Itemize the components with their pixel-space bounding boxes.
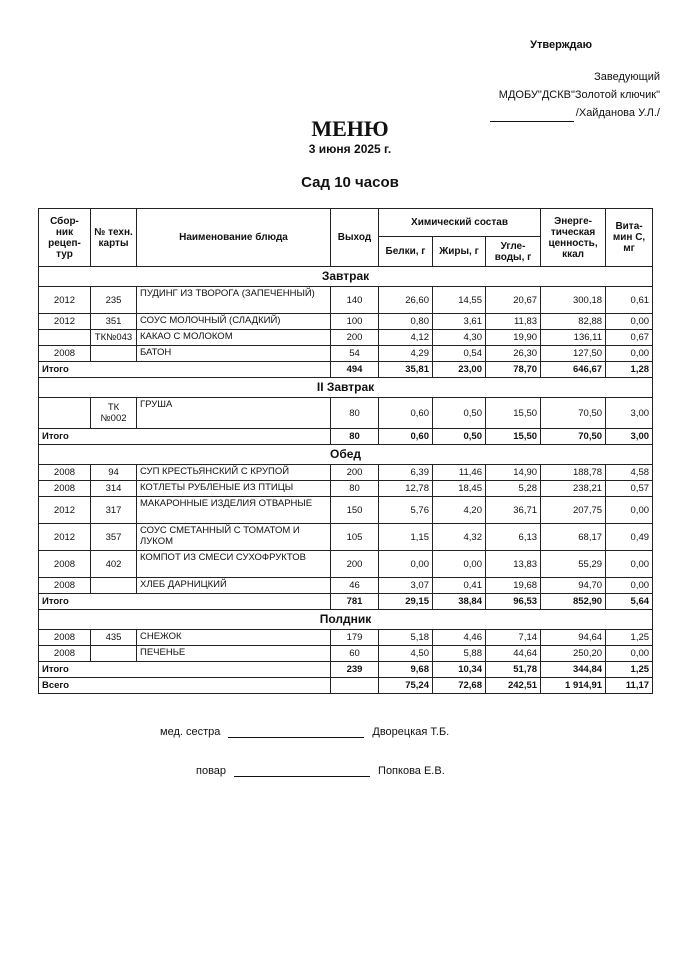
table-cell: 140 bbox=[331, 287, 379, 314]
table-cell: 0,00 bbox=[606, 346, 653, 362]
table-cell: МАКАРОННЫЕ ИЗДЕЛИЯ ОТВАРНЫЕ bbox=[137, 497, 331, 524]
table-row bbox=[39, 330, 653, 346]
table-cell: 2012 bbox=[39, 314, 91, 330]
table-cell: 300,18 bbox=[541, 287, 606, 314]
approval-org: МДОБУ"ДСКВ"Золотой ключик" bbox=[498, 89, 660, 101]
total-cell: 70,50 bbox=[541, 429, 606, 445]
table-cell: 0,00 bbox=[606, 497, 653, 524]
table-cell: 54 bbox=[331, 346, 379, 362]
table-cell: КОТЛЕТЫ РУБЛЕНЫЕ ИЗ ПТИЦЫ bbox=[137, 481, 331, 497]
table-cell: 127,50 bbox=[541, 346, 606, 362]
table-cell: 14,55 bbox=[433, 287, 486, 314]
table-cell: 188,78 bbox=[541, 465, 606, 481]
grand-total-label: Всего bbox=[39, 678, 331, 694]
table-row bbox=[39, 346, 653, 362]
table-cell: СУП КРЕСТЬЯНСКИЙ С КРУПОЙ bbox=[137, 465, 331, 481]
table-cell: 18,45 bbox=[433, 481, 486, 497]
menu-date: 3 июня 2025 г. bbox=[308, 142, 392, 156]
table-cell: 3,07 bbox=[379, 578, 433, 594]
total-cell: 646,67 bbox=[541, 362, 606, 378]
table-cell: 44,64 bbox=[486, 646, 541, 662]
table-cell: 4,58 bbox=[606, 465, 653, 481]
signature-nurse bbox=[160, 726, 449, 738]
table-cell: 13,83 bbox=[486, 551, 541, 578]
table-cell: 55,29 bbox=[541, 551, 606, 578]
total-label: Итого bbox=[39, 429, 331, 445]
grand-total-cell bbox=[331, 678, 379, 694]
total-label: Итого bbox=[39, 662, 331, 678]
signature-line bbox=[234, 776, 370, 777]
table-cell: 5,18 bbox=[379, 630, 433, 646]
group-name: Сад 10 часов bbox=[301, 174, 399, 191]
table-cell: 80 bbox=[331, 398, 379, 429]
table-cell: 179 bbox=[331, 630, 379, 646]
total-cell: 781 bbox=[331, 594, 379, 610]
table-cell bbox=[39, 330, 91, 346]
section-header bbox=[39, 267, 653, 287]
table-cell: 402 bbox=[91, 551, 137, 578]
table-cell: 238,21 bbox=[541, 481, 606, 497]
total-cell: 0,60 bbox=[379, 429, 433, 445]
table-cell: 3,00 bbox=[606, 398, 653, 429]
table-row bbox=[39, 630, 653, 646]
table-cell: 94 bbox=[91, 465, 137, 481]
table-cell: 4,29 bbox=[379, 346, 433, 362]
table-cell: 2008 bbox=[39, 481, 91, 497]
table-cell: 94,64 bbox=[541, 630, 606, 646]
table-cell: 207,75 bbox=[541, 497, 606, 524]
table-cell: 100 bbox=[331, 314, 379, 330]
header-energy: Энерге-тическая ценность, ккал bbox=[541, 209, 606, 267]
table-cell: ПУДИНГ ИЗ ТВОРОГА (ЗАПЕЧЕННЫЙ) bbox=[137, 287, 331, 314]
table-cell: ТК№043 bbox=[91, 330, 137, 346]
table-cell: 0,49 bbox=[606, 524, 653, 551]
total-cell: 51,78 bbox=[486, 662, 541, 678]
table-cell: 200 bbox=[331, 465, 379, 481]
section-title: Обед bbox=[39, 445, 653, 465]
header-carbs: Угле-воды, г bbox=[486, 237, 541, 267]
total-cell: 80 bbox=[331, 429, 379, 445]
table-cell: 317 bbox=[91, 497, 137, 524]
total-cell: 23,00 bbox=[433, 362, 486, 378]
table-cell: 14,90 bbox=[486, 465, 541, 481]
table-cell: 82,88 bbox=[541, 314, 606, 330]
total-cell: 0,50 bbox=[433, 429, 486, 445]
table-cell: 2008 bbox=[39, 630, 91, 646]
table-row bbox=[39, 287, 653, 314]
table-cell: 0,00 bbox=[606, 646, 653, 662]
table-cell: ГРУША bbox=[137, 398, 331, 429]
table-cell: 351 bbox=[91, 314, 137, 330]
table-cell: 0,61 bbox=[606, 287, 653, 314]
table-cell: 0,60 bbox=[379, 398, 433, 429]
table-row bbox=[39, 646, 653, 662]
approval-position: Заведующий bbox=[594, 71, 660, 83]
table-row bbox=[39, 497, 653, 524]
table-row bbox=[39, 551, 653, 578]
table-row bbox=[39, 398, 653, 429]
total-cell: 494 bbox=[331, 362, 379, 378]
table-cell: 19,90 bbox=[486, 330, 541, 346]
table-cell: 250,20 bbox=[541, 646, 606, 662]
section-header bbox=[39, 445, 653, 465]
table-cell: СОУС МОЛОЧНЫЙ (СЛАДКИЙ) bbox=[137, 314, 331, 330]
table-cell: 26,30 bbox=[486, 346, 541, 362]
table-cell: 1,15 bbox=[379, 524, 433, 551]
table-cell: ТК №002 bbox=[91, 398, 137, 429]
table-cell: 0,50 bbox=[433, 398, 486, 429]
table-cell: 4,12 bbox=[379, 330, 433, 346]
section-title: Завтрак bbox=[39, 267, 653, 287]
header-fat: Жиры, г bbox=[433, 237, 486, 267]
total-cell: 10,34 bbox=[433, 662, 486, 678]
approval-block bbox=[490, 36, 660, 122]
table-cell: 0,00 bbox=[379, 551, 433, 578]
section-title: Полдник bbox=[39, 610, 653, 630]
table-cell: 70,50 bbox=[541, 398, 606, 429]
table-cell: 4,32 bbox=[433, 524, 486, 551]
table-cell: 0,00 bbox=[606, 578, 653, 594]
section-title: II Завтрак bbox=[39, 378, 653, 398]
total-cell: 1,25 bbox=[606, 662, 653, 678]
header-recipe-book: Сбор-ник рецеп-тур bbox=[39, 209, 91, 267]
total-row bbox=[39, 429, 653, 445]
table-cell: 5,28 bbox=[486, 481, 541, 497]
header-protein: Белки, г bbox=[379, 237, 433, 267]
table-cell: 15,50 bbox=[486, 398, 541, 429]
total-row bbox=[39, 662, 653, 678]
table-row bbox=[39, 578, 653, 594]
table-cell: 357 bbox=[91, 524, 137, 551]
table-cell: 0,57 bbox=[606, 481, 653, 497]
table-cell: 11,83 bbox=[486, 314, 541, 330]
table-cell: 46 bbox=[331, 578, 379, 594]
total-label: Итого bbox=[39, 594, 331, 610]
table-cell: 80 bbox=[331, 481, 379, 497]
page-title: МЕНЮ bbox=[311, 116, 389, 141]
table-cell: СОУС СМЕТАННЫЙ С ТОМАТОМ И ЛУКОМ bbox=[137, 524, 331, 551]
signature-cook bbox=[196, 765, 445, 777]
table-cell: 150 bbox=[331, 497, 379, 524]
header-dish-name: Наименование блюда bbox=[137, 209, 331, 267]
table-cell: ХЛЕБ ДАРНИЦКИЙ bbox=[137, 578, 331, 594]
table-cell bbox=[91, 346, 137, 362]
table-cell bbox=[91, 646, 137, 662]
header-vitamin-c: Вита-мин С, мг bbox=[606, 209, 653, 267]
table-cell: 136,11 bbox=[541, 330, 606, 346]
table-cell: 2008 bbox=[39, 551, 91, 578]
table-cell: 0,41 bbox=[433, 578, 486, 594]
signature-name: Попкова Е.В. bbox=[378, 765, 445, 777]
table-cell: БАТОН bbox=[137, 346, 331, 362]
table-cell: 5,76 bbox=[379, 497, 433, 524]
table-cell: 4,46 bbox=[433, 630, 486, 646]
table-cell: 1,25 bbox=[606, 630, 653, 646]
table-row bbox=[39, 481, 653, 497]
total-row bbox=[39, 362, 653, 378]
total-cell: 15,50 bbox=[486, 429, 541, 445]
approval-heading: Утверждаю bbox=[530, 39, 592, 51]
header-chemical-composition: Химический состав bbox=[379, 209, 541, 237]
table-cell: 7,14 bbox=[486, 630, 541, 646]
table-cell: 36,71 bbox=[486, 497, 541, 524]
total-cell: 96,53 bbox=[486, 594, 541, 610]
table-cell: 2008 bbox=[39, 646, 91, 662]
total-cell: 35,81 bbox=[379, 362, 433, 378]
table-cell: 5,88 bbox=[433, 646, 486, 662]
total-cell: 3,00 bbox=[606, 429, 653, 445]
table-cell: 0,00 bbox=[606, 314, 653, 330]
table-cell: 12,78 bbox=[379, 481, 433, 497]
table-cell: 0,54 bbox=[433, 346, 486, 362]
table-cell: 2012 bbox=[39, 287, 91, 314]
grand-total-cell: 1 914,91 bbox=[541, 678, 606, 694]
table-cell: 435 bbox=[91, 630, 137, 646]
total-cell: 29,15 bbox=[379, 594, 433, 610]
table-cell: 6,13 bbox=[486, 524, 541, 551]
table-cell bbox=[91, 578, 137, 594]
table-cell: 3,61 bbox=[433, 314, 486, 330]
total-cell: 78,70 bbox=[486, 362, 541, 378]
table-cell: 2012 bbox=[39, 524, 91, 551]
table-cell: СНЕЖОК bbox=[137, 630, 331, 646]
menu-table bbox=[38, 208, 653, 694]
table-cell: 105 bbox=[331, 524, 379, 551]
approval-name: /Хайданова У.Л./ bbox=[575, 107, 660, 119]
table-cell: 4,20 bbox=[433, 497, 486, 524]
total-cell: 1,28 bbox=[606, 362, 653, 378]
table-cell: 0,80 bbox=[379, 314, 433, 330]
table-cell: 6,39 bbox=[379, 465, 433, 481]
table-cell: 68,17 bbox=[541, 524, 606, 551]
grand-total-cell: 75,24 bbox=[379, 678, 433, 694]
table-cell: КОМПОТ ИЗ СМЕСИ СУХОФРУКТОВ bbox=[137, 551, 331, 578]
signature-line bbox=[228, 737, 364, 738]
grand-total-row bbox=[39, 678, 653, 694]
table-cell: 0,00 bbox=[433, 551, 486, 578]
table-row bbox=[39, 524, 653, 551]
signature-name: Дворецкая Т.Б. bbox=[372, 726, 450, 738]
total-label: Итого bbox=[39, 362, 331, 378]
table-cell: 19,68 bbox=[486, 578, 541, 594]
table-cell: КАКАО С МОЛОКОМ bbox=[137, 330, 331, 346]
table-cell: 0,00 bbox=[606, 551, 653, 578]
table-cell: 0,67 bbox=[606, 330, 653, 346]
total-cell: 852,90 bbox=[541, 594, 606, 610]
header-portion: Выход bbox=[331, 209, 379, 267]
grand-total-cell: 72,68 bbox=[433, 678, 486, 694]
total-cell: 344,84 bbox=[541, 662, 606, 678]
total-cell: 5,64 bbox=[606, 594, 653, 610]
table-cell: 200 bbox=[331, 330, 379, 346]
table-cell: 2008 bbox=[39, 465, 91, 481]
total-cell: 38,84 bbox=[433, 594, 486, 610]
signature-role: мед. сестра bbox=[160, 726, 221, 738]
header-tech-card: № техн. карты bbox=[91, 209, 137, 267]
section-header bbox=[39, 610, 653, 630]
signature-role: повар bbox=[196, 765, 227, 777]
table-cell: 94,70 bbox=[541, 578, 606, 594]
table-cell: 4,30 bbox=[433, 330, 486, 346]
table-cell: ПЕЧЕНЬЕ bbox=[137, 646, 331, 662]
table-cell: 200 bbox=[331, 551, 379, 578]
table-cell: 26,60 bbox=[379, 287, 433, 314]
table-cell bbox=[39, 398, 91, 429]
total-row bbox=[39, 594, 653, 610]
table-row bbox=[39, 465, 653, 481]
table-cell: 11,46 bbox=[433, 465, 486, 481]
table-cell: 2008 bbox=[39, 578, 91, 594]
table-cell: 2012 bbox=[39, 497, 91, 524]
table-cell: 60 bbox=[331, 646, 379, 662]
menu-body bbox=[39, 267, 653, 694]
section-header bbox=[39, 378, 653, 398]
total-cell: 239 bbox=[331, 662, 379, 678]
table-cell: 2008 bbox=[39, 346, 91, 362]
table-cell: 4,50 bbox=[379, 646, 433, 662]
table-row bbox=[39, 314, 653, 330]
table-cell: 235 bbox=[91, 287, 137, 314]
table-cell: 314 bbox=[91, 481, 137, 497]
table-cell: 20,67 bbox=[486, 287, 541, 314]
total-cell: 9,68 bbox=[379, 662, 433, 678]
grand-total-cell: 11,17 bbox=[606, 678, 653, 694]
grand-total-cell: 242,51 bbox=[486, 678, 541, 694]
